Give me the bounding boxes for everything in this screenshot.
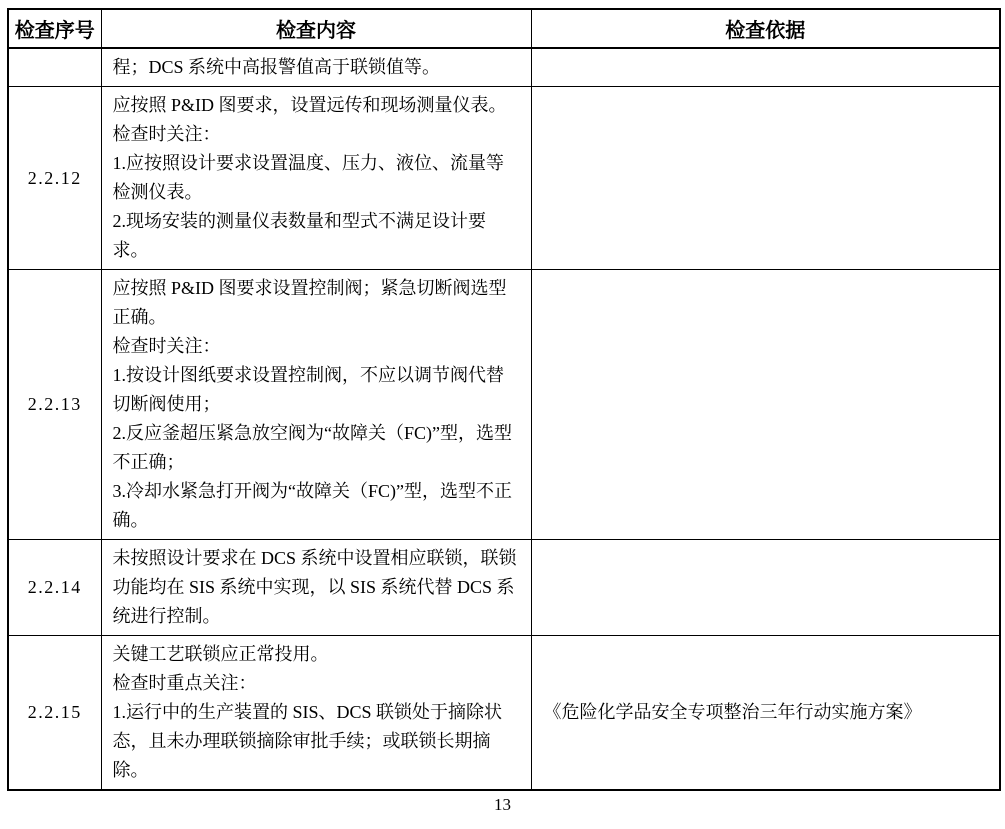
- basis-cell: [531, 48, 1000, 87]
- table-row: [8, 87, 1000, 270]
- header-row: [8, 9, 1000, 48]
- serial-cell: 2.2.14: [8, 540, 101, 636]
- inspection-table: [7, 8, 1001, 791]
- content-cell: [101, 540, 531, 636]
- content-paragraph: 关键工艺联锁应正常投用。: [112, 644, 329, 664]
- header-inspection-basis: 检查依据: [531, 9, 1000, 48]
- content-paragraph: 1.运行中的生产装置的 SIS、DCS 联锁处于摘除状态，且未办理联锁摘除审批手续；或联锁长期摘除。: [112, 702, 503, 780]
- table-row: [8, 540, 1000, 636]
- content-paragraph: 程；DCS 系统中高报警值高于联锁值等。: [112, 57, 441, 77]
- serial-cell: 2.2.12: [8, 87, 101, 270]
- table-row: [8, 48, 1000, 87]
- serial-cell: [8, 48, 101, 87]
- content-cell: [101, 270, 531, 540]
- basis-cell: [531, 270, 1000, 540]
- serial-cell: 2.2.15: [8, 636, 101, 791]
- content-paragraph: 1.应按照设计要求设置温度、压力、液位、流量等检测仪表。: [112, 153, 504, 202]
- serial-cell: 2.2.13: [8, 270, 101, 540]
- content-paragraph: 2.反应釜超压紧急放空阀为“故障关（FC)”型，选型不正确；: [112, 423, 512, 472]
- basis-cell: [531, 540, 1000, 636]
- content-paragraph: 检查时重点关注：: [112, 673, 257, 693]
- header-inspection-content: 检查内容: [101, 9, 531, 48]
- content-cell: [101, 87, 531, 270]
- basis-cell: [531, 87, 1000, 270]
- basis-cell: 《危险化学品安全专项整治三年行动实施方案》: [531, 636, 1000, 791]
- content-cell: [101, 636, 531, 791]
- table-row: [8, 636, 1000, 791]
- content-paragraph: 3.冷却水紧急打开阀为“故障关（FC)”型，选型不正确。: [112, 481, 512, 530]
- content-cell: [101, 48, 531, 87]
- content-paragraph: 2.现场安装的测量仪表数量和型式不满足设计要求。: [112, 211, 486, 260]
- page-number: 13: [494, 795, 511, 814]
- content-paragraph: 应按照 P&ID 图要求，设置远传和现场测量仪表。: [112, 95, 507, 115]
- content-paragraph: 应按照 P&ID 图要求设置控制阀；紧急切断阀选型正确。: [112, 278, 507, 327]
- content-paragraph: 检查时关注：: [112, 336, 221, 356]
- content-paragraph: 检查时关注：: [112, 124, 221, 144]
- table-body: [8, 48, 1000, 790]
- content-paragraph: 未按照设计要求在 DCS 系统中设置相应联锁，联锁功能均在 SIS 系统中实现，以 SIS 系统代替 DCS 系统进行控制。: [112, 548, 517, 626]
- table-row: [8, 270, 1000, 540]
- header-serial-number: 检查序号: [8, 9, 101, 48]
- content-paragraph: 1.按设计图纸要求设置控制阀，不应以调节阀代替切断阀使用；: [112, 365, 504, 414]
